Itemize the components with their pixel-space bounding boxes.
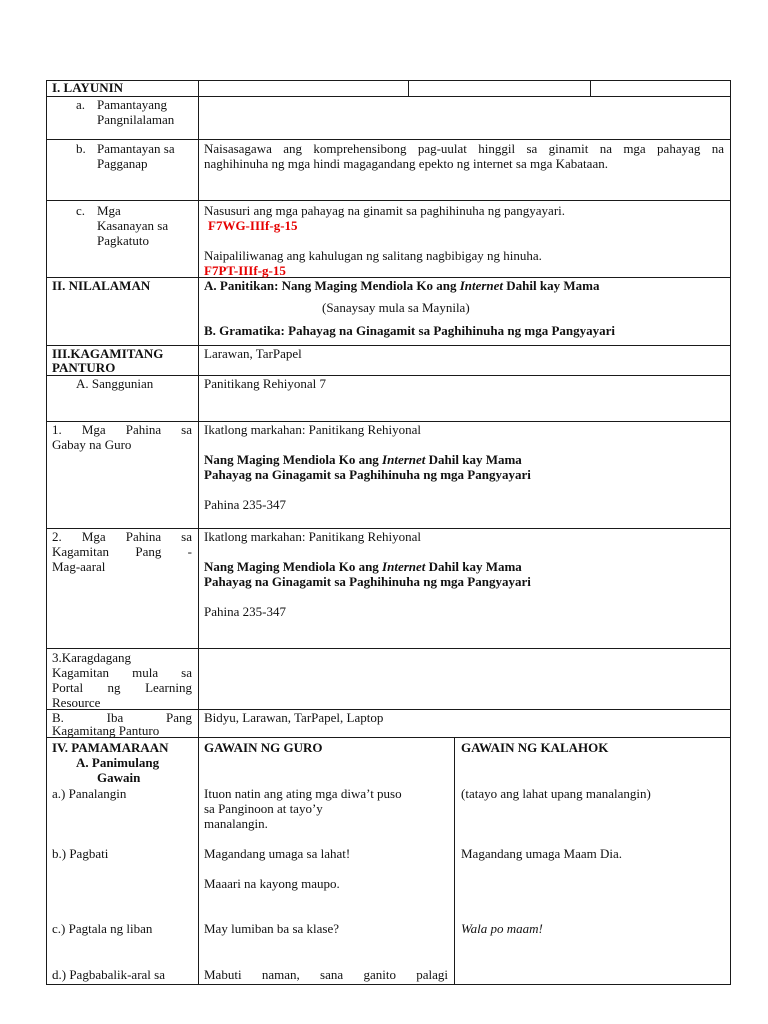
row-line (46, 200, 731, 201)
row-label: Kasanayan sa (97, 218, 169, 233)
row-label: Resource (52, 695, 101, 710)
row-label: Pagganap (97, 156, 148, 171)
iba-pang-value: Bidyu, Larawan, TarPapel, Laptop (204, 710, 384, 725)
column-header-guro: GAWAIN NG GURO (204, 740, 323, 755)
row-label: 1. Mga Pahina sa (52, 422, 192, 437)
guro-text: Maaari na kayong maupo. (204, 876, 340, 891)
section-heading-kagamitan: III.KAGAMITANG (52, 346, 164, 361)
aralin-subtitle: Pahayag na Ginagamit sa Paghihinuha ng mga Pangyayari (204, 574, 531, 589)
table-border-left (46, 80, 47, 985)
table-border-bottom (46, 984, 731, 985)
aralin-title-prefix: Nang Maging Mendiola Ko ang (204, 559, 383, 574)
aralin-title-suffix: Dahil kay Mama (425, 452, 522, 467)
aralin-title-italic: Internet (382, 559, 426, 574)
row-label: Kagamitang Panturo (52, 723, 160, 738)
section-heading-nilalaman: II. NILALAMAN (52, 278, 151, 293)
row-label: Pamantayang (97, 97, 168, 112)
column-header-kalahok: GAWAIN NG KALAHOK (461, 740, 609, 755)
kasanayan-text: Naipaliliwanag ang kahulugan ng salitang nagbibigay ng hinuha. (204, 248, 542, 263)
aralin-title (204, 452, 522, 467)
markahan-text: Ikatlong markahan: Panitikang Rehiyonal (204, 422, 421, 437)
aralin-title-prefix: Nang Maging Mendiola Ko ang (204, 452, 383, 467)
table-border-right (730, 80, 731, 985)
panitikan-title (204, 278, 599, 293)
row-label: Pamantayan sa (97, 141, 175, 156)
guro-text: Ituon natin ang ating mga diwa’t puso (204, 786, 402, 801)
panitikan-prefix: A. Panitikan: Nang Maging Mendiola Ko ang (204, 278, 460, 293)
row-label: B. Iba Pang (52, 710, 192, 725)
row-line (46, 648, 731, 649)
row-label: Pagkatuto (97, 233, 149, 248)
aralin-title-italic: Internet (382, 452, 426, 467)
pahina-text: Pahina 235-347 (204, 497, 286, 512)
competency-code: F7PT-IIIf-g-15 (204, 263, 286, 278)
pahina-text: Pahina 235-347 (204, 604, 286, 619)
row-label: 2. Mga Pahina sa (52, 529, 192, 544)
row-label: Portal ng Learning (52, 680, 192, 695)
section-heading-kagamitan: PANTURO (52, 360, 116, 375)
row-label: Gabay na Guro (52, 437, 132, 452)
panitikan-suffix: Dahil kay Mama (503, 278, 600, 293)
row-label: Mag-aaral (52, 559, 106, 574)
item-marker: c. (76, 203, 86, 218)
table-border-top (46, 80, 731, 81)
kagamitan-value: Larawan, TarPapel (204, 346, 302, 361)
subheading-panimulang: A. Panimulang (76, 755, 160, 770)
guro-text: Mabuti naman, sana ganito palagi (204, 967, 448, 982)
item-marker: b. (76, 141, 86, 156)
section-heading-layunin: I. LAYUNIN (52, 80, 124, 95)
guro-text: manalangin. (204, 816, 268, 831)
subheading-gawain: Gawain (97, 770, 141, 785)
kasanayan-text: Nasusuri ang mga pahayag na ginamit sa paghihinuha ng pangyayari. (204, 203, 566, 218)
activity-label: d.) Pagbabalik-aral sa (52, 967, 165, 982)
aralin-title-suffix: Dahil kay Mama (425, 559, 522, 574)
pagganap-text: naghihinuha ng mga hindi magagandang epekto ng internet sa mga Kabataan. (204, 156, 608, 171)
column-divider-gawain (454, 737, 455, 985)
kalahok-text: Magandang umaga Maam Dia. (461, 846, 623, 861)
row-label: Pangnilalaman (97, 112, 175, 127)
item-marker: a. (76, 97, 86, 112)
activity-label: a.) Panalangin (52, 786, 127, 801)
row-label: Kagamitan mula sa (52, 665, 192, 680)
markahan-text: Ikatlong markahan: Panitikang Rehiyonal (204, 529, 421, 544)
activity-label: c.) Pagtala ng liban (52, 921, 153, 936)
guro-text: Magandang umaga sa lahat! (204, 846, 351, 861)
row-line (46, 139, 731, 140)
column-divider-header-2 (590, 80, 591, 96)
guro-text: May lumiban ba sa klase? (204, 921, 340, 936)
section-heading-pamamaraan: IV. PAMAMARAAN (52, 740, 169, 755)
column-divider-label (198, 80, 199, 985)
aralin-subtitle: Pahayag na Ginagamit sa Paghihinuha ng mga Pangyayari (204, 467, 531, 482)
sanggunian-value: Panitikang Rehiyonal 7 (204, 376, 327, 391)
panitikan-italic: Internet (459, 278, 504, 293)
row-label: Kagamitan Pang - (52, 544, 192, 559)
pagganap-text: Naisasagawa ang komprehensibong pag-uulat hinggil sa ginamit na mga pahayag na (204, 141, 724, 156)
row-label: Mga (97, 203, 121, 218)
row-label: A. Sanggunian (76, 376, 154, 391)
aralin-title (204, 559, 522, 574)
gramatika-title: B. Gramatika: Pahayag na Ginagamit sa Paghihinuha ng mga Pangyayari (204, 323, 615, 338)
activity-label: b.) Pagbati (52, 846, 109, 861)
kalahok-text: (tatayo ang lahat upang manalangin) (461, 786, 651, 801)
guro-text: sa Panginoon at tayo’y (204, 801, 323, 816)
sanaysay-note: (Sanaysay mula sa Maynila) (322, 300, 470, 315)
row-label: 3.Karagdagang (52, 650, 132, 665)
kalahok-text: Wala po maam! (461, 921, 543, 936)
column-divider-header-1 (408, 80, 409, 96)
competency-code: F7WG-IIIf-g-15 (208, 218, 298, 233)
